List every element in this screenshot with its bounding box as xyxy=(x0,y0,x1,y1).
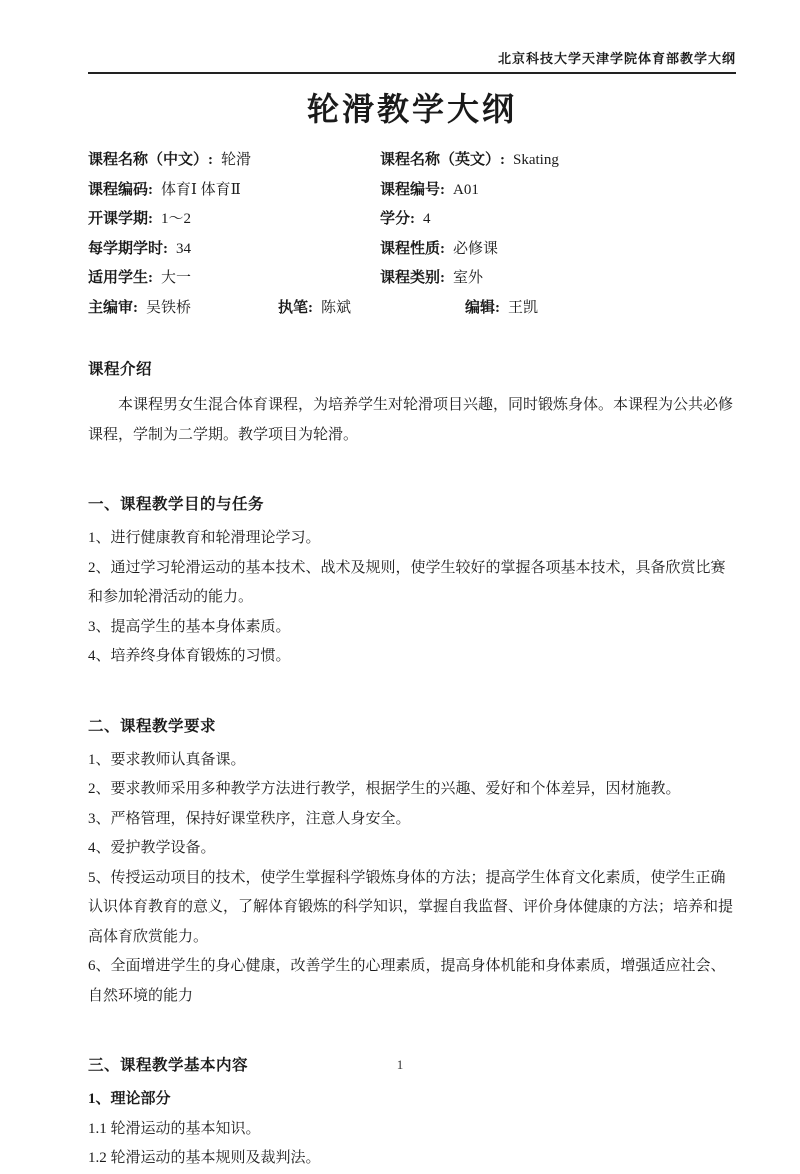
meta-label: 每学期学时: xyxy=(88,240,168,257)
meta-value: 室外 xyxy=(453,270,484,286)
meta-label: 适用学生: xyxy=(88,270,153,286)
section-requirements xyxy=(88,714,736,1012)
section-subheading: 1、理论部分 xyxy=(88,1091,171,1107)
meta-label: 主编审: xyxy=(88,299,138,316)
meta-value: Skating xyxy=(513,152,559,168)
meta-row xyxy=(88,176,736,206)
meta-value: A01 xyxy=(453,181,479,198)
meta-label: 课程名称（中文）: xyxy=(88,152,213,168)
section-heading: 二、课程教学要求 xyxy=(88,717,217,735)
meta-value: 轮滑 xyxy=(221,152,252,168)
meta-label: 课程编码: xyxy=(88,181,153,198)
intro-paragraph: 本课程男女生混合体育课程，为培养学生对轮滑项目兴趣，同时锻炼身体。本课程为公共必修课程，学制为二学期。教学项目为轮滑。 xyxy=(88,397,734,443)
meta-value: 4 xyxy=(423,211,431,227)
header-rule xyxy=(88,72,736,74)
meta-row xyxy=(88,146,736,176)
page-number: 1 xyxy=(396,1057,404,1072)
section-objectives xyxy=(88,492,736,672)
meta-label: 开课学期: xyxy=(88,211,153,227)
meta-label: 课程名称（英文）: xyxy=(380,152,505,168)
meta-value: 必修课 xyxy=(453,240,499,257)
meta-row xyxy=(88,235,736,265)
meta-value: 1～2 xyxy=(161,211,192,227)
section-item: 1.1 轮滑运动的基本知识。 xyxy=(88,1120,261,1137)
document-header: 北京科技大学天津学院体育部教学大纲 xyxy=(497,51,736,66)
meta-label: 课程类别: xyxy=(380,270,445,286)
section-item: 1、要求教师认真备课。 xyxy=(88,751,246,768)
intro-heading: 课程介绍 xyxy=(88,361,153,378)
section-item: 2、要求教师采用多种教学方法进行教学，根据学生的兴趣、爱好和个体差异，因材施教。 xyxy=(88,781,681,797)
meta-row xyxy=(88,264,736,294)
meta-label: 编辑: xyxy=(465,299,500,316)
section-item: 4、培养终身体育锻炼的习惯。 xyxy=(88,648,291,664)
section-item: 5、传授运动项目的技术，使学生掌握科学锻炼身体的方法；提高学生体育文化素质，使学生正确认识体育教育的意义，了解体育锻炼的科学知识，掌握自我监督、评价身体健康的方法；培养和提高体育欣赏能力。 xyxy=(88,869,734,945)
meta-value: 体育Ⅰ 体育Ⅱ xyxy=(161,181,241,198)
meta-value: 陈斌 xyxy=(321,299,352,316)
meta-label: 课程编号: xyxy=(380,181,445,198)
section-item: 6、全面增进学生的身心健康，改善学生的心理素质，提高身体机能和身体素质，增强适应社会、自然环境的能力 xyxy=(88,958,726,1004)
meta-label: 学分: xyxy=(380,211,415,227)
meta-label: 执笔: xyxy=(278,299,313,316)
meta-value: 王凯 xyxy=(508,299,539,316)
section-heading: 三、课程教学基本内容 xyxy=(88,1057,249,1074)
section-heading: 一、课程教学目的与任务 xyxy=(88,496,265,513)
meta-row xyxy=(88,205,736,235)
course-meta xyxy=(88,146,736,323)
section-item: 3、提高学生的基本身体素质。 xyxy=(88,618,291,635)
section-item: 1.2 轮滑运动的基本规则及裁判法。 xyxy=(88,1150,321,1166)
meta-value: 大一 xyxy=(161,270,192,286)
section-item: 4、爱护教学设备。 xyxy=(88,840,216,856)
meta-value: 34 xyxy=(176,240,191,257)
meta-row-editors xyxy=(88,294,736,324)
section-item: 2、通过学习轮滑运动的基本技术、战术及规则，使学生较好的掌握各项基本技术，具备欣赏比赛和参加轮滑活动的能力。 xyxy=(88,559,726,605)
meta-label: 课程性质: xyxy=(380,240,445,257)
section-item: 3、严格管理，保持好课堂秩序，注意人身安全。 xyxy=(88,810,411,827)
section-item: 1、进行健康教育和轮滑理论学习。 xyxy=(88,530,321,546)
meta-value: 吴铁桥 xyxy=(146,299,192,316)
page-title: 轮滑教学大纲 xyxy=(306,91,517,127)
